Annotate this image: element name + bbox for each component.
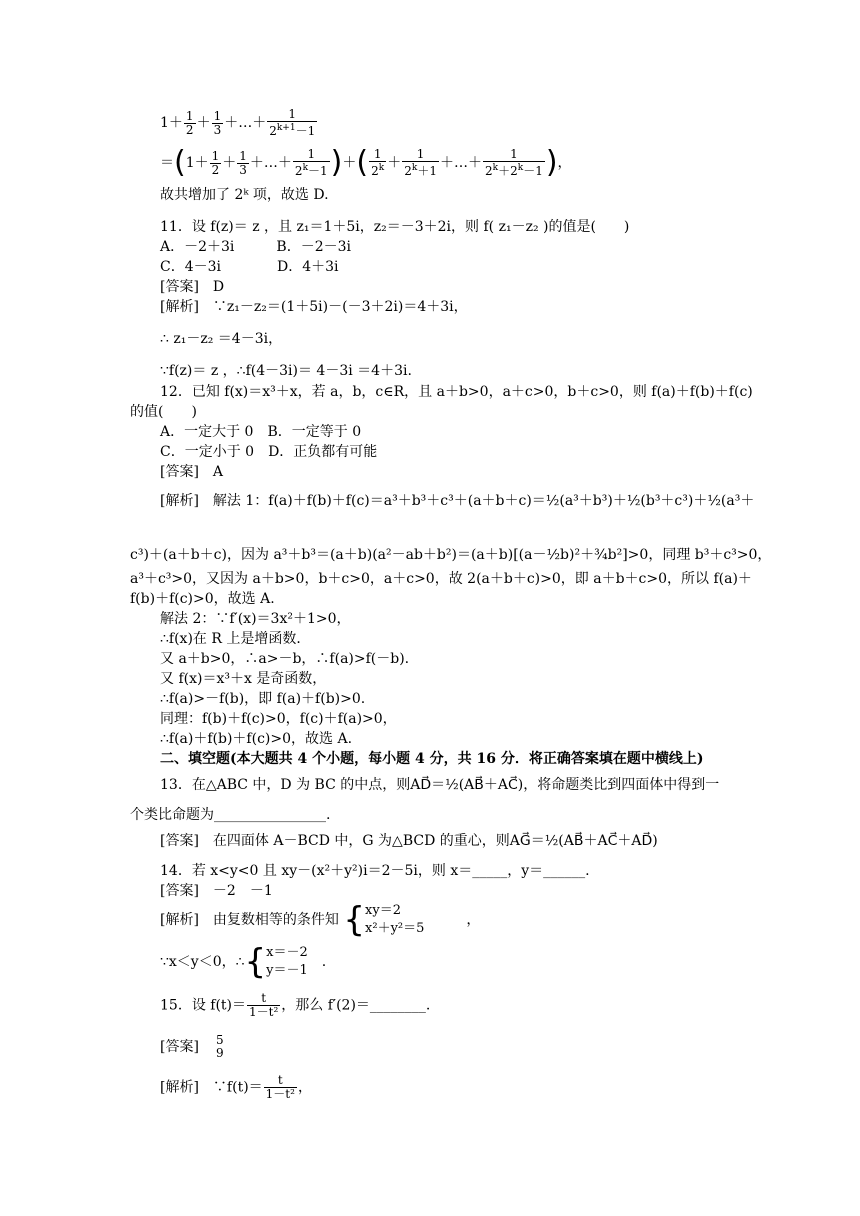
text: 15．设 f(t)＝ — [160, 997, 246, 1014]
q13-answer: [答案] 在四面体 A－BCD 中，G 为△BCD 的重心，则AG⃗＝½(AB⃗＋AC⃗＋AD⃗) — [160, 833, 658, 849]
text: ＋…＋ — [224, 115, 267, 131]
text-line: 故共增加了 2ᵏ 项，故选 D. — [160, 187, 329, 203]
question-11: 11．设 f(z)＝ z ，且 z₁＝1＋5i，z₂＝－3＋2i，则 f( z₁－z₂ )的值是( ) — [160, 219, 630, 235]
q15-answer — [160, 1034, 227, 1060]
q11-solution-1: [解析] ∵z₁－z₂＝(1＋5i)－(－3＋2i)＝4＋3i， — [160, 299, 468, 315]
q14-answer: [答案] －2 －1 — [160, 883, 273, 899]
text: ＋ — [196, 115, 211, 131]
question-14: 14．若 x<y<0 且 xy－(x²＋y²)i＝2－5i，则 x＝_____，y＝______. — [160, 863, 590, 879]
fraction: $\frac{t}{\text{1－t²}}$ — [265, 1073, 295, 1101]
q12-answer: [答案] A — [160, 464, 224, 480]
text: [解析] ∵f(t)＝ — [160, 1079, 263, 1096]
q11-answer: [答案] D — [160, 279, 225, 295]
fraction: $\frac{t}{\text{1－t²}}$ — [249, 991, 279, 1019]
equation: x²＋y²＝5 — [365, 921, 425, 936]
text: 1＋ — [160, 115, 183, 131]
q12-method2-6: 同理：f(b)＋f(c)>0，f(c)＋f(a)>0， — [160, 711, 397, 727]
q14-solution-2: ∵x＜y＜0，∴{ x＝－2 y＝－1 . — [160, 942, 327, 982]
q12-method2-4: 又 f(x)＝x³＋x 是奇函数， — [160, 671, 327, 687]
text: [答案] — [160, 1039, 199, 1055]
q12-method2-7: ∴f(a)＋f(b)＋f(c)>0，故选 A. — [160, 731, 353, 747]
q12-options-ab: A．一定大于 0 B．一定等于 0 — [160, 424, 362, 440]
q12-method2-5: ∴f(a)>－f(b)，即 f(a)＋f(b)>0. — [160, 691, 366, 707]
fraction: $\frac{1}{2}$ — [185, 108, 194, 137]
equation: xy＝2 — [365, 903, 401, 918]
q11-options-ab: A．－2＋3i B．－2－3i — [160, 239, 351, 255]
q11-options-cd: C．4－3i D．4＋3i — [160, 259, 339, 275]
equation: y＝－1 — [266, 963, 308, 978]
brace-icon: { — [244, 942, 267, 982]
sum-line-1 — [160, 108, 318, 138]
sum-line-2: ＝(1＋ $\frac{1}{2}$ ＋ $\frac{1}{3}$ ＋…＋ $\frac{1}{2^k-1}$ )＋( $\frac{1}{2^k}$ ＋ $\frac{1}{2^k+1}$ ＋…＋ $\frac{1}{2^k+2^k-1}$ )， — [160, 145, 572, 180]
question-12-cont: 的值( ) — [130, 404, 197, 420]
q12-method2-1: 解法 2：∵f′(x)＝3x²＋1>0， — [160, 611, 351, 627]
q11-solution-2: ∴ z₁－z₂ ＝4－3i， — [160, 331, 283, 347]
fraction: $\frac{1}{3}$ — [213, 108, 222, 137]
question-12: 12．已知 f(x)＝x³＋x，若 a，b，c∈R，且 a＋b>0，a＋c>0，b＋c>0，则 f(a)＋f(b)＋f(c) — [160, 384, 753, 400]
q12-solution-3: a³＋c³>0，又因为 a＋b>0，b＋c>0，a＋c>0，故 2(a＋b＋c)>0，即 a＋b＋c>0，所以 f(a)＋ — [130, 571, 752, 587]
q11-solution-3: ∵f(z)＝ z ，∴f(4－3i)＝ 4－3i ＝4＋3i. — [160, 363, 412, 379]
text: ＝ — [160, 155, 174, 171]
q12-solution-1: [解析] 解法 1：f(a)＋f(b)＋f(c)＝a³＋b³＋c³＋(a＋b＋c)＝½(a³＋b³)＋½(b³＋c³)＋½(a³＋ — [160, 493, 755, 509]
brace-icon: { — [343, 900, 366, 940]
q15-solution: [解析] ∵f(t)＝ $\frac{t}{\text{1－t²}}$ ， — [160, 1073, 312, 1101]
equation-system — [365, 902, 424, 938]
q12-method2-2: ∴f(x)在 R 上是增函数． — [160, 631, 311, 647]
question-15 — [160, 992, 430, 1019]
section-heading: 二、填空题(本大题共 4 个小题，每小题 4 分，共 16 分．将正确答案填在题中横线上) — [160, 751, 704, 767]
q14-solution-1: [解析] 由复数相等的条件知 { xy＝2 x²＋y²＝5 ， — [160, 900, 481, 940]
equation: x＝－2 — [266, 945, 308, 960]
q12-method2-3: 又 a＋b>0，∴a>－b，∴f(a)>f(－b). — [160, 651, 410, 667]
q12-solution-4: f(b)＋f(c)>0，故选 A. — [130, 591, 275, 607]
fraction: 5 9 — [215, 1033, 224, 1060]
question-13-cont: 个类比命题为________________. — [130, 807, 331, 823]
text: ＋ — [342, 155, 357, 171]
q12-options-cd: C．一定小于 0 D．正负都有可能 — [160, 444, 378, 460]
text: ∵x＜y＜0，∴ — [160, 954, 245, 970]
fraction: $\frac{1}{2^{k+1}-1}$ — [269, 107, 316, 138]
text: ，那么 f′(2)＝________. — [281, 997, 431, 1014]
q12-solution-2: c³)＋(a＋b＋c)，因为 a³＋b³＝(a＋b)(a²－ab＋b²)＝(a＋b)[(a－½b)²＋¾b²]>0，同理 b³＋c³>0， — [130, 547, 772, 563]
question-13: 13．在△ABC 中，D 为 BC 的中点，则AD⃗＝½(AB⃗＋AC⃗)，将命题类比到四面体中得到一 — [160, 777, 720, 793]
text: [解析] 由复数相等的条件知 — [160, 912, 339, 928]
equation-system — [266, 944, 308, 980]
